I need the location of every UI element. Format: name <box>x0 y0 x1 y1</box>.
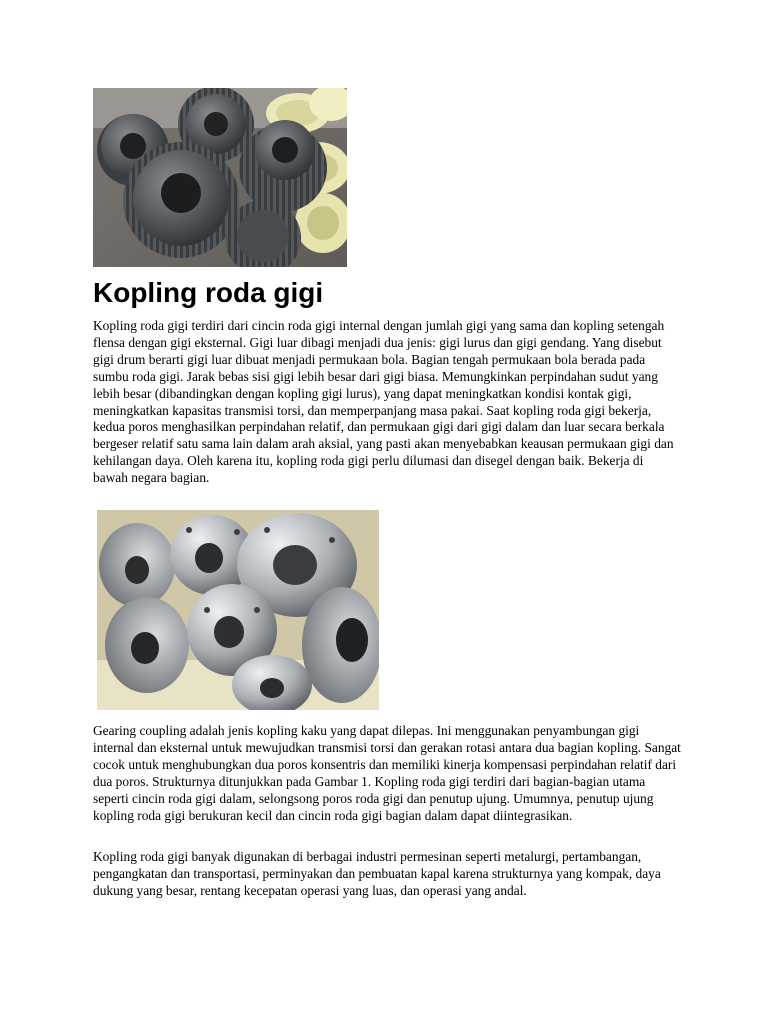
document-title: Kopling roda gigi <box>93 277 324 308</box>
paragraph-1: Kopling roda gigi terdiri dari cincin roda gigi internal dengan jumlah gigi yang sama dan kopling setengah flensa dengan gigi eksternal. Gigi luar dibagi menjadi dua jenis: gigi lurus dan gigi gendang. Yang disebut gigi drum berarti gigi luar dibuat menjadi permukaan bola. Bagian tengah permukaan bola berada pada sumbu roda gigi. Jarak bebas sisi gigi lebih besar dari gigi biasa. Memungkinkan perpindahan sudut yang lebih besar (dibandingkan dengan kopling gigi lurus), yang dapat meningkatkan kondisi kontak gigi, meningkatkan kapasitas transmisi torsi, dan memperpanjang masa pakai. Saat kopling roda gigi bekerja, kedua poros menghasilkan perpindahan relatif, dan permukaan gigi dari gigi dalam dan luar secara berkala bergeser relatif satu sama lain dalam arah aksial, yang pasti akan menyebabkan keausan permukaan gigi dan kehilangan daya. Oleh karena itu, kopling roda gigi perlu dilumasi dan disegel dengan baik. Bekerja di bawah negara bagian. <box>93 318 674 486</box>
steel-couplings-photo <box>97 510 379 710</box>
paragraph-3: Kopling roda gigi banyak digunakan di berbagai industri permesinan seperti metalurgi, pertambangan, pengangkatan dan transportasi, perminyakan dan pembuatan kapal karena strukturnya yang kompak, daya dukung yang besar, rentang kecepatan operasi yang luas, dan operasi yang andal. <box>93 849 661 898</box>
paragraph-2: Gearing coupling adalah jenis kopling kaku yang dapat dilepas. Ini menggunakan penyambungan gigi internal dan eksternal untuk mewujudkan transmisi torsi dan gerakan rotasi antara dua bagian kopling. Sangat cocok untuk menghubungkan dua poros konsentris dan memiliki kinerja kompensasi perpindahan relatif dari dua poros. Strukturnya ditunjukkan pada Gambar 1. Kopling roda gigi terdiri dari bagian-bagian utama seperti cincin roda gigi dalam, selongsong poros roda gigi dan penutup ujung. Umumnya, penutup ujung kopling roda gigi berukuran kecil dan cincin roda gigi bagian dalam dapat diintegrasikan. <box>93 723 681 823</box>
gear-couplings-photo <box>93 88 347 267</box>
